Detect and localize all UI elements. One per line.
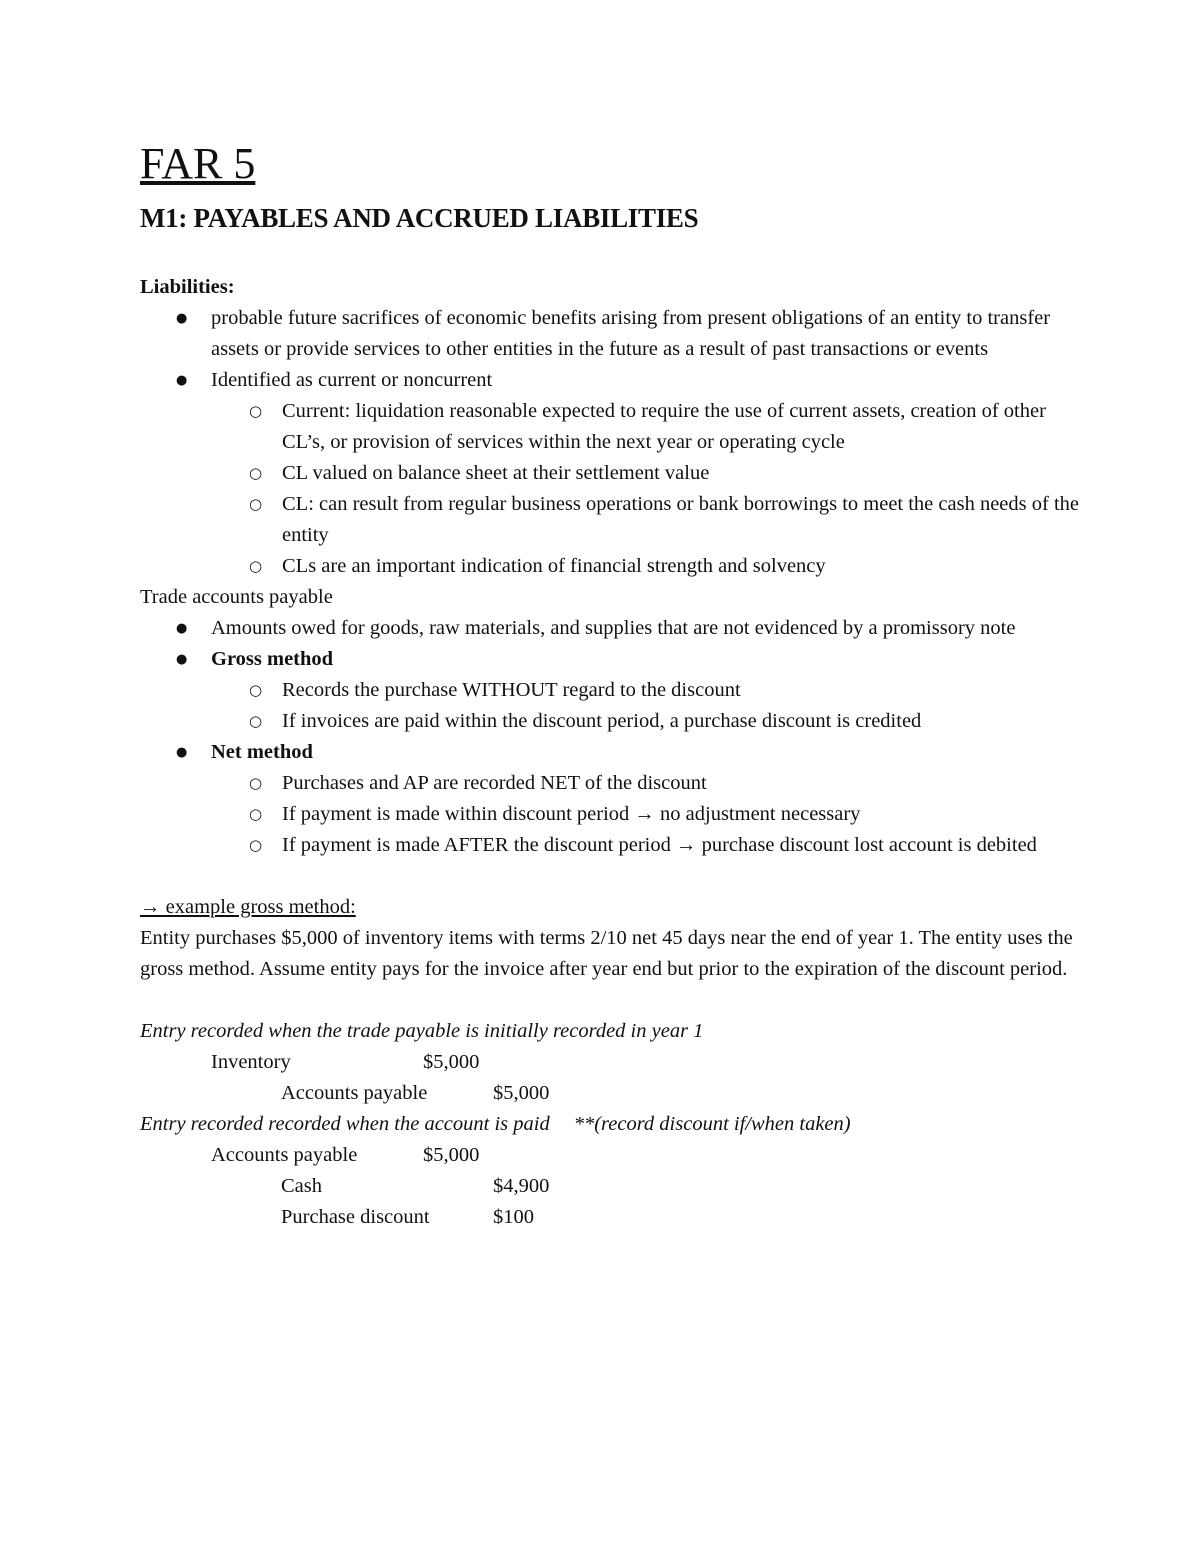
list-item bbox=[140, 365, 1080, 582]
debit-account: Accounts payable bbox=[211, 1144, 358, 1166]
sub-list-item: ○ If payment is made within discount period → no adjustment necessary bbox=[211, 799, 1080, 830]
debit-account: Inventory bbox=[211, 1051, 291, 1073]
credit-account: Accounts payable bbox=[281, 1082, 428, 1104]
module-heading: M1: PAYABLES AND ACCRUED LIABILITIES bbox=[140, 203, 699, 233]
example-heading: → example gross method: bbox=[140, 896, 356, 918]
debit-amount: $5,000 bbox=[423, 1144, 480, 1166]
document-title: FAR 5 bbox=[140, 139, 256, 188]
credit-account: Purchase discount bbox=[281, 1206, 430, 1228]
sub-list-item: ○ CL valued on balance sheet at their settlement value bbox=[211, 458, 1080, 489]
credit-amount: $5,000 bbox=[493, 1082, 550, 1104]
entry1-label: Entry recorded when the trade payable is initially recorded in year 1 bbox=[140, 1020, 704, 1042]
sub-list-item: ○ CLs are an important indication of financial strength and solvency bbox=[211, 551, 1080, 582]
list-item: ● Amounts owed for goods, raw materials, and supplies that are not evidenced by a promissory note bbox=[140, 613, 1080, 644]
sub-list-item: ○ If payment is made AFTER the discount period → purchase discount lost account is debited bbox=[211, 830, 1080, 861]
sub-list-item: ○ If invoices are paid within the discount period, a purchase discount is credited bbox=[211, 706, 1080, 737]
sub-list-item: ○ CL: can result from regular business operations or bank borrowings to meet the cash needs of the entity bbox=[211, 489, 1080, 551]
trade-payables-list bbox=[140, 613, 1080, 861]
journal-row bbox=[140, 1078, 1080, 1109]
spacer bbox=[140, 985, 1080, 1016]
list-item bbox=[140, 644, 1080, 737]
entry2-note: **(record discount if/when taken) bbox=[573, 1113, 851, 1135]
current-liabilities-sublist bbox=[282, 396, 1080, 582]
document-body bbox=[140, 272, 1080, 1233]
entry2-label: Entry recorded recorded when the account is paid bbox=[140, 1113, 550, 1135]
journal-row bbox=[140, 1202, 1080, 1233]
credit-account: Cash bbox=[281, 1175, 322, 1197]
spacer bbox=[140, 861, 1080, 892]
sub-list-item: ○ Purchases and AP are recorded NET of the discount bbox=[211, 768, 1080, 799]
net-method-label: Net method bbox=[211, 741, 313, 763]
debit-amount: $5,000 bbox=[423, 1051, 480, 1073]
list-item: ● probable future sacrifices of economic benefits arising from present obligations of an entity to transfer assets or provide services to other entities in the future as a result of past transactions or events bbox=[140, 303, 1080, 365]
credit-amount: $100 bbox=[493, 1206, 534, 1228]
trade-payables-heading: Trade accounts payable bbox=[140, 586, 333, 608]
journal-row bbox=[140, 1171, 1080, 1202]
liabilities-list bbox=[140, 303, 1080, 582]
example-text: Entity purchases $5,000 of inventory items with terms 2/10 net 45 days near the end of year 1. The entity uses the gross method. Assume entity pays for the invoice after year end but prior to the expiration of the discount period. bbox=[140, 927, 1073, 980]
sub-list-item: ○ Records the purchase WITHOUT regard to the discount bbox=[211, 675, 1080, 706]
entry2-label-line bbox=[140, 1109, 1080, 1140]
net-method-sublist bbox=[282, 768, 1080, 861]
liabilities-heading: Liabilities: bbox=[140, 276, 235, 298]
credit-amount: $4,900 bbox=[493, 1175, 550, 1197]
sub-list-item: ○ Current: liquidation reasonable expected to require the use of current assets, creation of other CL’s, or provision of services within the next year or operating cycle bbox=[211, 396, 1080, 458]
gross-method-sublist bbox=[282, 675, 1080, 737]
gross-method-label: Gross method bbox=[211, 648, 334, 670]
journal-row bbox=[140, 1140, 1080, 1171]
list-item bbox=[140, 737, 1080, 861]
journal-row bbox=[140, 1047, 1080, 1078]
list-item-text: Identified as current or noncurrent bbox=[211, 369, 493, 391]
